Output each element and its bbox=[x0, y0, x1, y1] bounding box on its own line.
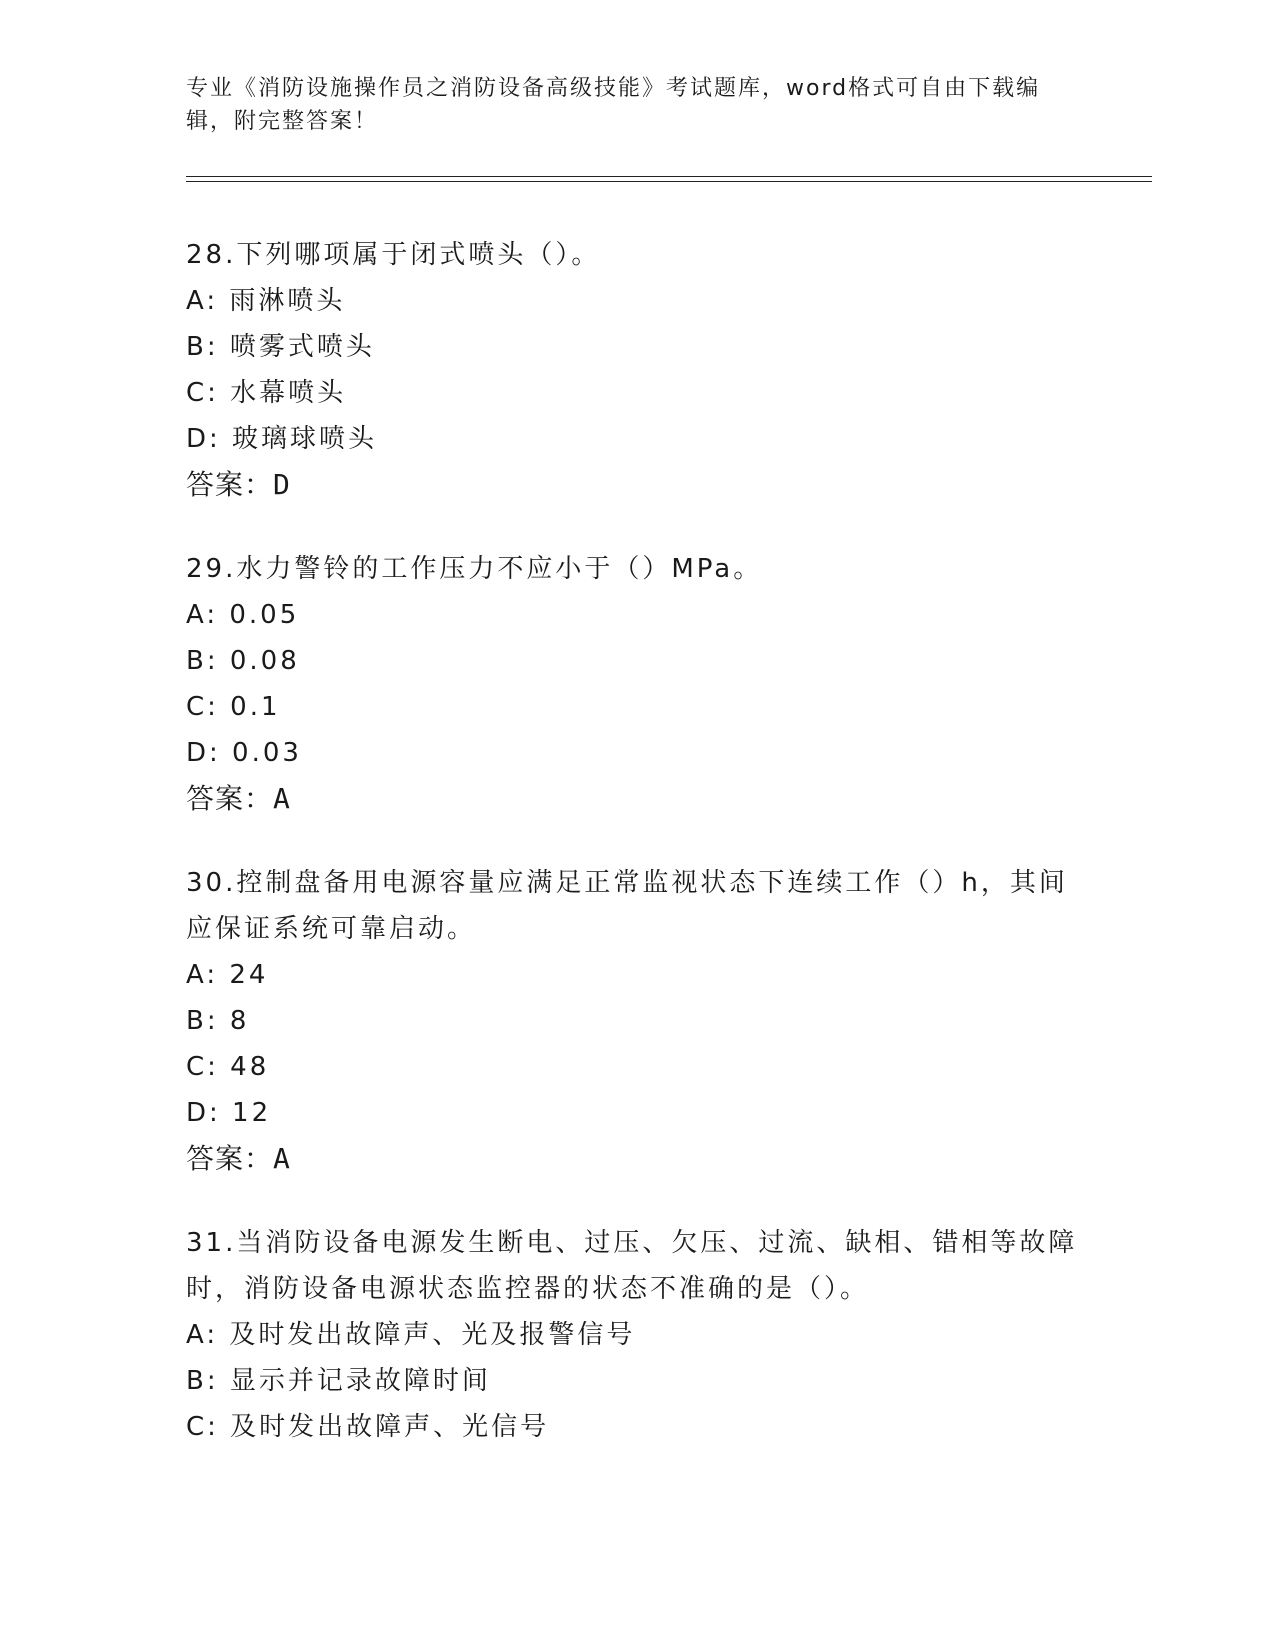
answer-label: 答案： bbox=[186, 468, 274, 501]
header-divider-top bbox=[186, 176, 1152, 177]
answer-value: A bbox=[273, 1142, 291, 1175]
option-c: C: 及时发出故障声、光信号 bbox=[186, 1412, 550, 1442]
option-a: A: 0.05 bbox=[186, 600, 300, 630]
question-29 bbox=[186, 546, 1086, 822]
question-stem: 31.当消防设备电源发生断电、过压、欠压、过流、缺相、错相等故障时，消防设备电源状态监控器的状态不准确的是（）。 bbox=[186, 1228, 1078, 1304]
option-a: A: 雨淋喷头 bbox=[186, 286, 346, 316]
question-28 bbox=[186, 232, 1086, 508]
answer-line bbox=[186, 776, 1086, 822]
question-stem: 28.下列哪项属于闭式喷头（）。 bbox=[186, 240, 601, 270]
option-a: A: 及时发出故障声、光及报警信号 bbox=[186, 1320, 636, 1350]
question-stem: 30.控制盘备用电源容量应满足正常监视状态下连续工作（）h，其间应保证系统可靠启动。 bbox=[186, 868, 1068, 944]
option-c: C: 水幕喷头 bbox=[186, 378, 347, 408]
option-a: A: 24 bbox=[186, 960, 269, 990]
question-stem: 29.水力警铃的工作压力不应小于（）MPa。 bbox=[186, 554, 763, 584]
option-d: D: 玻璃球喷头 bbox=[186, 424, 378, 454]
option-d: D: 12 bbox=[186, 1098, 272, 1128]
document-header bbox=[186, 72, 1066, 138]
header-intro-text: 专业《消防设施操作员之消防设备高级技能》考试题库，word格式可自由下载编辑，附完整答案！ bbox=[186, 76, 1041, 134]
answer-line bbox=[186, 462, 1086, 508]
answer-label: 答案： bbox=[186, 782, 274, 815]
answer-value: D bbox=[273, 468, 291, 501]
answer-line bbox=[186, 1136, 1086, 1182]
option-b: B: 0.08 bbox=[186, 646, 300, 676]
option-c: C: 0.1 bbox=[186, 692, 281, 722]
option-c: C: 48 bbox=[186, 1052, 270, 1082]
option-b: B: 显示并记录故障时间 bbox=[186, 1366, 491, 1396]
answer-label: 答案： bbox=[186, 1142, 274, 1175]
header-divider-bottom bbox=[186, 181, 1152, 182]
option-b: B: 喷雾式喷头 bbox=[186, 332, 375, 362]
question-31 bbox=[186, 1220, 1086, 1450]
option-d: D: 0.03 bbox=[186, 738, 302, 768]
option-b: B: 8 bbox=[186, 1006, 250, 1036]
answer-value: A bbox=[273, 782, 291, 815]
question-30 bbox=[186, 860, 1086, 1182]
